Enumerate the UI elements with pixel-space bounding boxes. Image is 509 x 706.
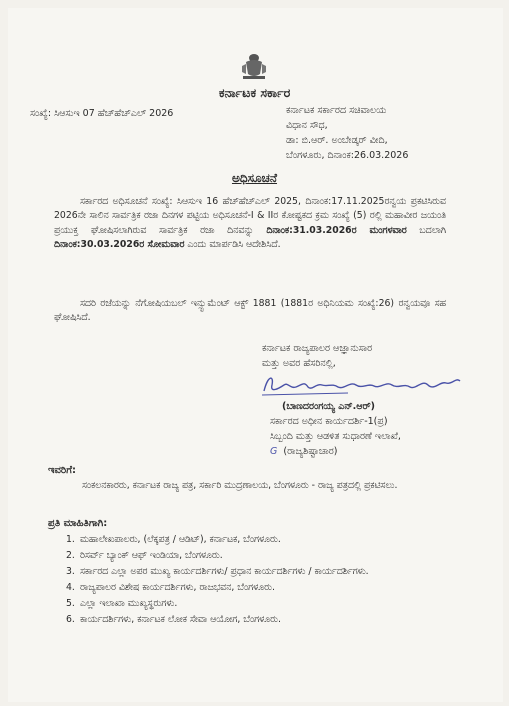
signatory-section-text: (ರಾಜ್ಯಶಿಷ್ಟಾಚಾರ) xyxy=(283,446,338,457)
list-item-text: ರಿಸರ್ವ್ ಬ್ಯಾಂಕ್ ಆಫ್ ಇಂಡಿಯಾ, ಬೆಂಗಳೂರು. xyxy=(80,550,223,561)
notification-heading xyxy=(0,171,509,186)
copy-recipient-list xyxy=(66,532,456,628)
to-recipient-text: ಸಂಕಲನಕಾರರು, ಕರ್ನಾಟಕ ರಾಜ್ಯ ಪತ್ರ, ಸರ್ಕಾರಿ ಮುದ್ರಣಾಲಯ, ಬೆಂಗಳೂರು - ರಾಜ್ಯ ಪತ್ರದಲ್ಲಿ ಪ್ರಕಟಿಸಲು. xyxy=(82,480,398,491)
signatory-designation: ಸರ್ಕಾರದ ಅಧೀನ ಕಾರ್ಯದರ್ಶಿ-1(ಪ್ರ) xyxy=(270,416,388,427)
para2-text: ಸದರಿ ರಜೆಯನ್ನು ನೆಗೋಷಿಯಬಲ್ ಇನ್ಸ್ಟುಮೆಂಟ್ ಆಕ್ಟ್ 1881 (1881ರ ಅಧಿನಿಯಮ ಸಂಖ್ಯೆ:26) ರನ್ವಯವೂ ಸಹ ಘೋಷಿಸಿದೆ. xyxy=(54,298,446,324)
address-line: ಕರ್ನಾಟಕ ಸರ್ಕಾರದ ಸಚಿವಾಲಯ xyxy=(286,105,387,116)
notification-paragraph-1 xyxy=(54,195,446,253)
address-line: ವಿಧಾನ ಸೌಧ, xyxy=(286,120,328,131)
address-line-date: ಬೆಂಗಳೂರು, ದಿನಾಂಕ:26.03.2026 xyxy=(286,150,409,161)
authority-line-1: ಕರ್ನಾಟಕ ರಾಜ್ಯಪಾಲರ ಆಜ್ಞಾನುಸಾರ xyxy=(262,343,373,354)
government-title: ಕರ್ನಾಟಕ ಸರ್ಕಾರ xyxy=(218,85,291,100)
list-item-text: ಎಲ್ಲಾ ಇಲಾಖಾ ಮುಖ್ಯಸ್ಥರುಗಳು. xyxy=(80,598,178,609)
para1-original-date: ದಿನಾಂಕ:31.03.2026ರ ಮಂಗಳವಾರ xyxy=(266,224,407,236)
copy-label: ಪ್ರತಿ ಮಾಹಿತಿಗಾಗಿ: xyxy=(48,518,108,529)
list-item-text: ರಾಜ್ಯಪಾಲರ ವಿಶೇಷ ಕಾರ್ಯದರ್ಶಿಗಳು, ರಾಜಭವನ, ಬೆಂಗಳೂರು. xyxy=(80,582,275,593)
reference-number: ಸಂಖ್ಯೆ: ಸಿಆಸುಇ 07 ಹೆಚ್‌ಹೆಚ್‌ಎಲ್ 2026 xyxy=(30,108,174,119)
list-item-text: ಕಾರ್ಯದರ್ಶಿಗಳು, ಕರ್ನಾಟಕ ಲೋಕ ಸೇವಾ ಆಯೋಗ, ಬೆಂಗಳೂರು. xyxy=(80,614,281,625)
list-item xyxy=(66,596,456,612)
handwritten-signature xyxy=(258,371,468,399)
signatory-name: (ಬಾಣದರಂಗಯ್ಯ ಎನ್.ಆರ್) xyxy=(282,401,376,412)
para1-text-mid: ಬದಲಾಗಿ xyxy=(406,224,446,236)
signatory-initial: G xyxy=(270,446,278,457)
para1-new-date: ದಿನಾಂಕ:30.03.2026ರ ಸೋಮವಾರ xyxy=(54,239,185,251)
list-item xyxy=(66,580,456,596)
authority-line xyxy=(262,341,372,371)
list-item xyxy=(66,564,456,580)
notification-heading-text: ಅಧಿಸೂಚನೆ xyxy=(231,171,278,185)
list-item xyxy=(66,548,456,564)
address-line: ಡಾ: ಬಿ.ಆರ್. ಅಂಬೇಡ್ಕರ್ ವೀದಿ, xyxy=(286,135,388,146)
to-label: ಇವರಿಗೆ: xyxy=(48,465,77,476)
list-item-number: 2. xyxy=(66,550,75,561)
notification-paragraph-2 xyxy=(54,297,446,326)
list-item-number: 1. xyxy=(66,534,75,545)
state-emblem-icon xyxy=(240,52,268,82)
list-item-number: 4. xyxy=(66,582,75,593)
authority-line-2: ಮತ್ತು ಅವರ ಹೆಸರಿನಲ್ಲಿ, xyxy=(262,358,336,369)
list-item-text: ಸರ್ಕಾರದ ಎಲ್ಲಾ ಅಪರ ಮುಖ್ಯ ಕಾರ್ಯದರ್ಶಿಗಳು/ ಪ್ರಧಾನ ಕಾರ್ಯದರ್ಶಿಗಳು / ಕಾರ್ಯದರ್ಶಿಗಳು. xyxy=(80,566,369,577)
list-item-number: 3. xyxy=(66,566,75,577)
list-item-number: 5. xyxy=(66,598,75,609)
list-item-text: ಮಹಾಲೇಖಪಾಲರು, (ಲೆಕ್ಕಪತ್ರ / ಆಡಿಟ್), ಕರ್ನಾಟಕ, ಬೆಂಗಳೂರು. xyxy=(80,534,281,545)
para1-text-end: ಎಂದು ಮಾರ್ಪಡಿಸಿ ಆದೇಶಿಸಿದೆ. xyxy=(184,239,281,251)
list-item xyxy=(66,612,456,628)
office-address xyxy=(286,103,408,163)
signatory-section xyxy=(270,444,401,459)
para1-text: ಸರ್ಕಾರದ ಅಧಿಸೂಚನೆ ಸಂಖ್ಯೆ: ಸಿಆಸುಇ 16 ಹೆಚ್‌ಹೆಚ್‌ಎಲ್ 2025, ದಿನಾಂಕ:17.11.2025ರನ್ವಯ ಪ್ರಕಟಿಸಿರುವ 2026ನೇ ಸಾಲಿನ ಸಾರ್ವತ್ರಿಕ ರಜಾ ದಿನಗಳ ಪಟ್ಟಿಯ ಅಧಿಸೂಚನೆ-I & IIರ ಕೋಷ್ಟಕದ ಕ್ರಮ ಸಂಖ್ಯೆ (5) ರಲ್ಲಿ ಮಹಾವೀರ ಜಯಂತಿ ಪ್ರಯುಕ್ತ ಘೋಷಿಸಲಾಗಿರುವ ಸಾರ್ವತ್ರಿಕ ರಜಾ ದಿನವನ್ನು xyxy=(54,196,446,236)
signatory-department: ಸಿಬ್ಬಂದಿ ಮತ್ತು ಆಡಳಿತ ಸುಧಾರಣೆ ಇಲಾಖೆ, xyxy=(270,431,401,442)
signatory-details xyxy=(270,399,401,459)
list-item xyxy=(66,532,456,548)
list-item-number: 6. xyxy=(66,614,75,625)
